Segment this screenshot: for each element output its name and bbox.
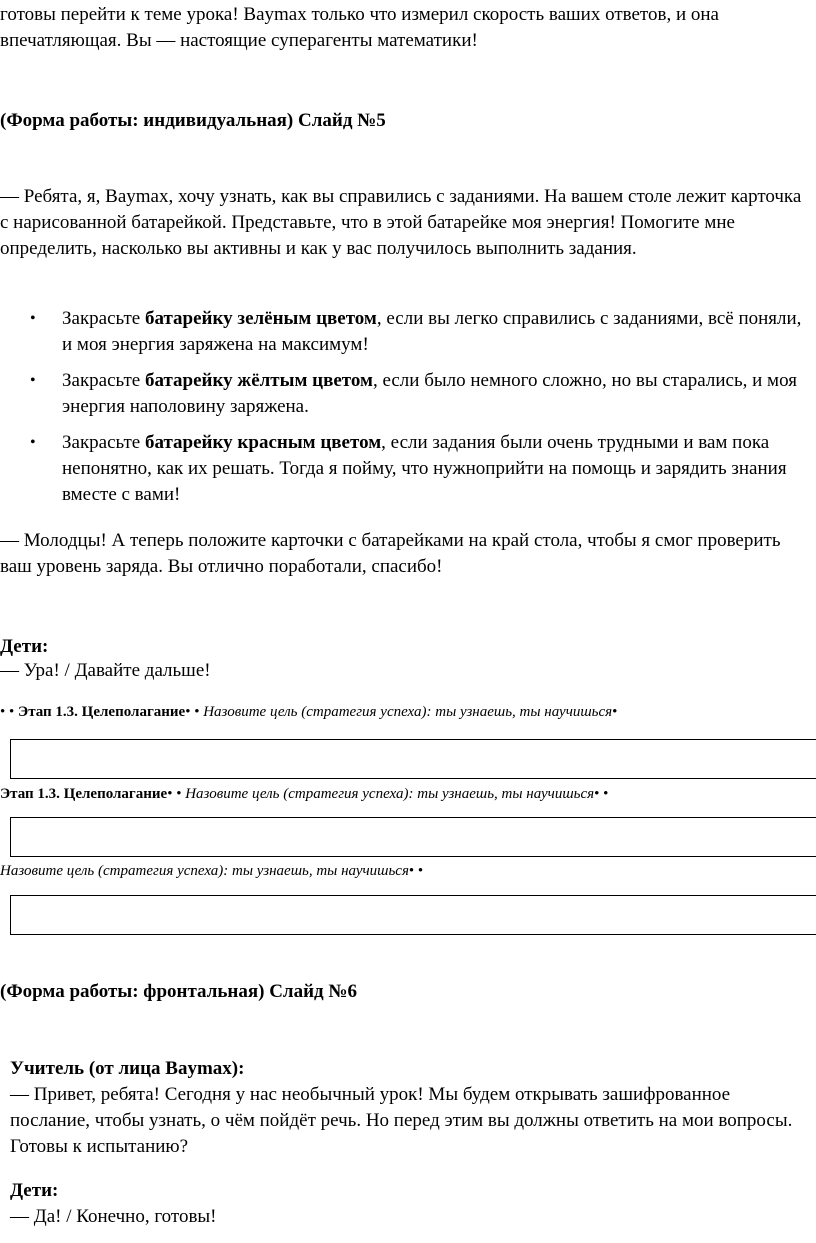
answer-box[interactable] bbox=[10, 895, 816, 935]
slide5-paragraph: — Ребята, я, Baymax, хочу узнать, как вы справились с заданиями. На вашем столе лежит карточка с нарисованной батарейкой. Представьте, что в этой батарейке моя энергия! Помогите мне определить, насколько вы активны и как у вас получилось выполнить задания. bbox=[0, 186, 802, 259]
bullet-icon: • bbox=[30, 434, 36, 451]
slide6-heading: (Форма работы: фронтальная) Слайд №6 bbox=[0, 981, 357, 1002]
bullet-icon: • bbox=[30, 372, 36, 389]
bold-phrase: батарейку жёлтым цветом bbox=[144, 370, 373, 391]
intro-paragraph: готовы перейти к теме урока! Baymax только что измерил скорость ваших ответов, и она впечатляющая. Вы — настоящие суперагенты математики! bbox=[0, 4, 719, 51]
stage-line: Назовите цель (стратегия успеха): ты узнаешь, ты научишься• • bbox=[0, 863, 424, 879]
bold-phrase: батарейку красным цветом bbox=[144, 432, 382, 453]
list-item: • Закрасьте батарейку зелёным цветом, если вы легко справились с заданиями, всё поняли, и моя энергия заряжена на максимум! bbox=[30, 308, 802, 355]
list-item: • Закрасьте батарейку жёлтым цветом, если было немного сложно, но вы старались, и моя энергия наполовину заряжена. bbox=[30, 370, 797, 417]
teacher-label: Учитель (от лица Baymax): bbox=[10, 1058, 245, 1079]
closing-paragraph: — Молодцы! А теперь положите карточки с батарейками на край стола, чтобы я смог проверить ваш уровень заряда. Вы отлично поработали, спасибо! bbox=[0, 530, 781, 577]
bullet-icon: • bbox=[30, 310, 36, 327]
teacher-paragraph: — Привет, ребята! Сегодня у нас необычный урок! Мы будем открывать зашифрованное послание, чтобы узнать, о чём пойдёт речь. Но перед этим вы должны ответить на мои вопросы. Готовы к испытанию? bbox=[10, 1084, 793, 1157]
kids-label: Дети: bbox=[10, 1180, 59, 1201]
stage-line: • • Этап 1.3. Целеполагание• • Назовите цель (стратегия успеха): ты узнаешь, ты научишься• bbox=[0, 704, 618, 720]
answer-box[interactable] bbox=[10, 739, 816, 779]
bold-phrase: батарейку зелёным цветом bbox=[144, 308, 377, 329]
kids-label: Дети: bbox=[0, 636, 49, 657]
kids-reply: — Ура! / Давайте дальше! bbox=[0, 660, 211, 681]
slide5-heading: (Форма работы: индивидуальная) Слайд №5 bbox=[0, 110, 386, 131]
list-item: • Закрасьте батарейку красным цветом, если задания были очень трудными и вам пока непонятно, как их решать. Тогда я пойму, что нужноприйти на помощь и зарядить знания вместе с вами! bbox=[30, 432, 787, 505]
answer-box[interactable] bbox=[10, 817, 816, 857]
battery-instructions-list bbox=[0, 306, 810, 518]
kids-reply: — Да! / Конечно, готовы! bbox=[10, 1206, 217, 1227]
stage-line: Этап 1.3. Целеполагание• • Назовите цель (стратегия успеха): ты узнаешь, ты научишься• • bbox=[0, 786, 609, 802]
